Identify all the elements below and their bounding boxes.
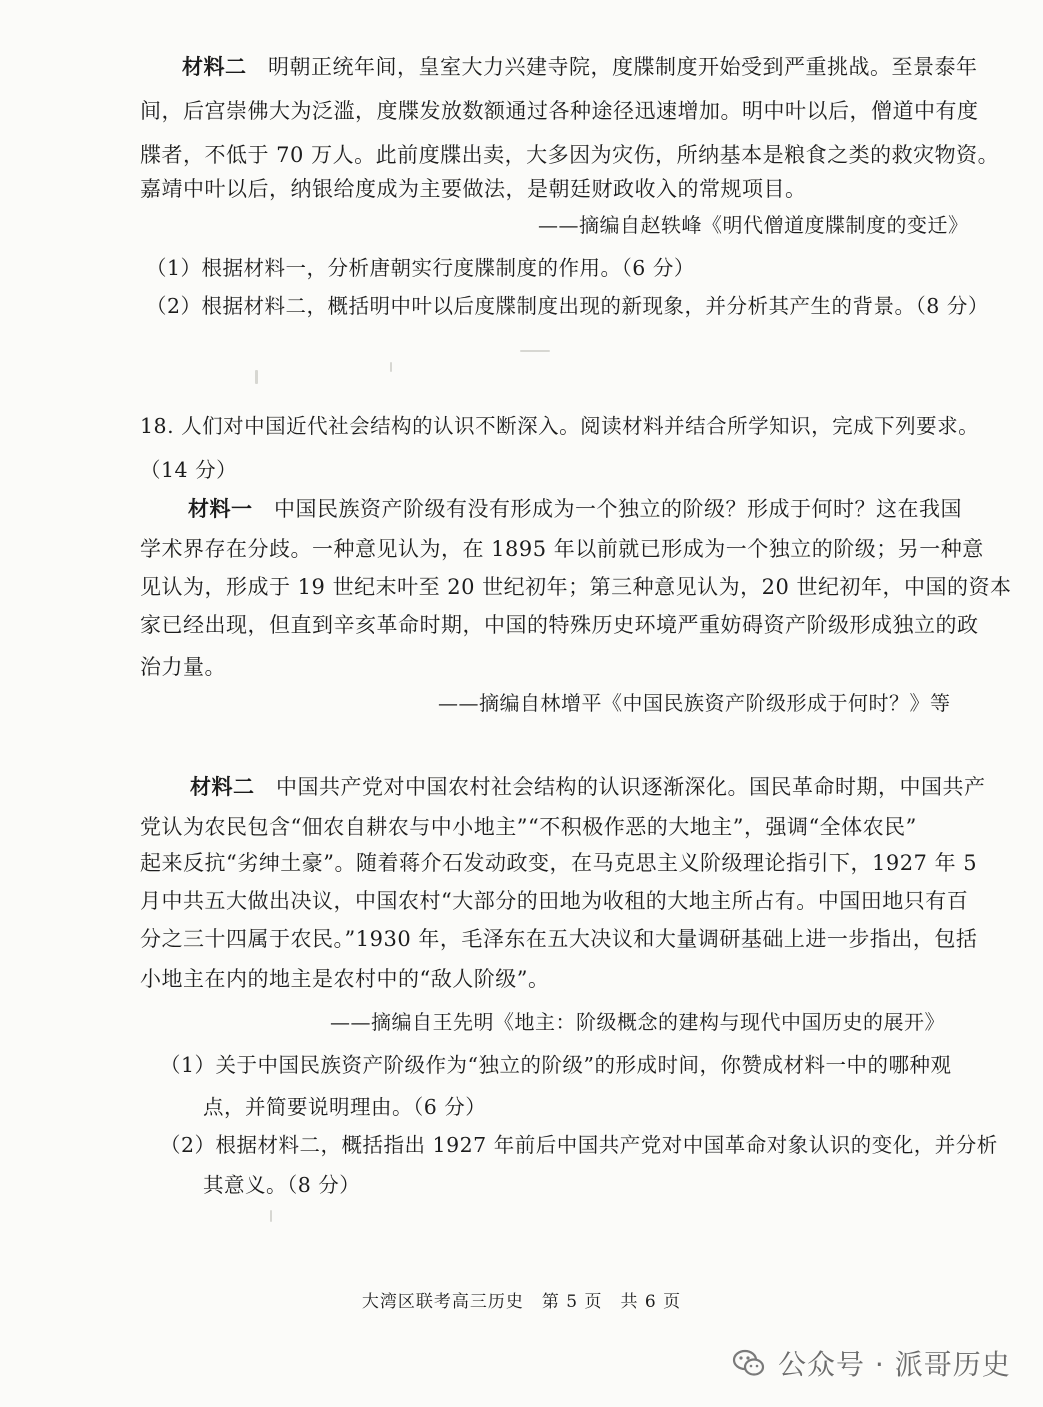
material-line — [190, 772, 986, 802]
material-text: 中国民族资产阶级有没有形成为一个独立的阶级？形成于何时？这在我国 — [274, 497, 962, 521]
material-line: 小地主在内的地主是农村中的“敌人阶级”。 — [140, 967, 550, 991]
material-line: 分之三十四属于农民。”1930 年，毛泽东在五大决议和大量调研基础上进一步指出，包括 — [140, 927, 978, 951]
material-line — [182, 52, 978, 82]
question-item: （2）根据材料二，概括指出 1927 年前后中国共产党对中国革命对象认识的变化，并分析 — [160, 1133, 998, 1157]
question-title: 18. 人们对中国近代社会结构的认识不断深入。阅读材料并结合所学知识，完成下列要求。 — [140, 414, 980, 438]
page-footer: 大湾区联考高三历史 第 5 页 共 6 页 — [361, 1292, 682, 1312]
material-line — [188, 494, 962, 524]
question-item: 点，并简要说明理由。（6 分） — [203, 1095, 487, 1119]
material-source: ——摘编自林增平《中国民族资产阶级形成于何时？》等 — [438, 691, 951, 715]
material-line: 家已经出现，但直到辛亥革命时期，中国的特殊历史环境严重妨碍资产阶级形成独立的政 — [140, 613, 979, 637]
material-label: 材料二 — [190, 774, 255, 799]
question-item: （1）关于中国民族资产阶级作为“独立的阶级”的形成时间，你赞成材料一中的哪种观 — [160, 1053, 952, 1077]
material-label: 材料一 — [188, 496, 253, 521]
material-line: 见认为，形成于 19 世纪末叶至 20 世纪初年；第三种意见认为，20 世纪初年，中国的资本 — [140, 575, 1012, 599]
scan-artifact — [270, 1210, 272, 1222]
scan-artifact — [255, 370, 258, 384]
material-line: 治力量。 — [140, 655, 226, 679]
scan-artifact — [520, 350, 550, 352]
scan-artifact — [390, 362, 392, 372]
material-source: ——摘编自王先明《地主：阶级概念的建构与现代中国历史的展开》 — [330, 1010, 945, 1034]
question-item: 其意义。（8 分） — [203, 1173, 361, 1197]
material-line: 起来反抗“劣绅土豪”。随着蒋介石发动政变，在马克思主义阶级理论指引下，1927 年 5 — [140, 851, 978, 875]
question-score: （14 分） — [140, 458, 238, 482]
question-item: （1）根据材料一，分析唐朝实行度牒制度的作用。（6 分） — [146, 256, 695, 280]
material-line: 间，后宫崇佛大为泛滥，度牒发放数额通过各种途径迅速增加。明中叶以后，僧道中有度 — [140, 99, 979, 123]
material-source: ——摘编自赵轶峰《明代僧道度牒制度的变迁》 — [538, 213, 969, 237]
wechat-icon — [732, 1346, 766, 1380]
question-item: （2）根据材料二，概括明中叶以后度牒制度出现的新现象，并分析其产生的背景。（8 分） — [146, 294, 989, 318]
material-line: 嘉靖中叶以后，纳银给度成为主要做法，是朝廷财政收入的常规项目。 — [140, 177, 807, 201]
material-text: 中国共产党对中国农村社会结构的认识逐渐深化。国民革命时期，中国共产 — [276, 775, 986, 799]
material-label: 材料二 — [182, 54, 247, 79]
material-line: 党认为农民包含“佃农自耕农与中小地主”“不积极作恶的大地主”，强调“全体农民” — [140, 815, 917, 839]
watermark — [732, 1343, 1011, 1383]
material-line: 月中共五大做出决议，中国农村“大部分的田地为收租的大地主所占有。中国田地只有百 — [140, 889, 969, 913]
material-text: 明朝正统年间，皇室大力兴建寺院，度牒制度开始受到严重挑战。至景泰年 — [268, 55, 978, 79]
watermark-text: 公众号 · 派哥历史 — [778, 1348, 1011, 1381]
material-line: 学术界存在分歧。一种意见认为，在 1895 年以前就已形成为一个独立的阶级；另一种意 — [140, 537, 984, 561]
material-line: 牒者，不低于 70 万人。此前度牒出卖，大多因为灾伤，所纳基本是粮食之类的救灾物资。 — [140, 143, 1000, 167]
